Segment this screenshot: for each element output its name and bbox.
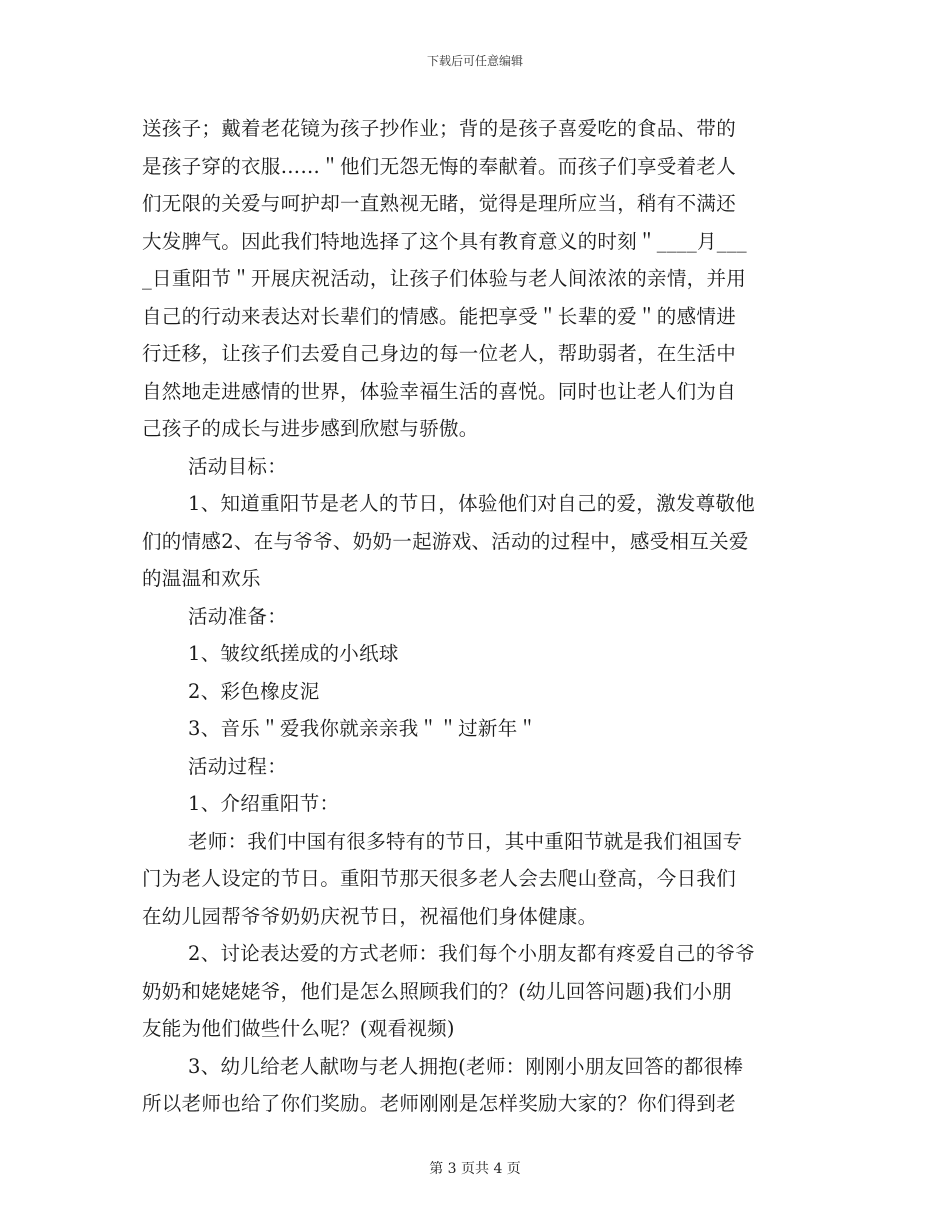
- text-line: 3、幼儿给老人献吻与老人拥抱(老师：刚刚小朋友回答的都很棒: [188, 1054, 744, 1078]
- text-line: 1、皱纹纸搓成的小纸球: [188, 642, 399, 665]
- text-line: 2、讨论表达爱的方式老师：我们每个小朋友都有疼爱自己的爷爷: [188, 942, 756, 965]
- text-line: 所以老师也给了你们奖励。老师刚刚是怎样奖励大家的？你们得到老: [142, 1092, 737, 1115]
- page-header: 下载后可任意编辑: [426, 54, 523, 68]
- text-line: 是孩子穿的衣服……＂他们无怨无悔的奉献着。而孩子们享受着老人: [142, 154, 737, 178]
- text-line: 老师：我们中国有很多特有的节日，其中重阳节就是我们祖国专: [188, 829, 743, 853]
- document-body: [142, 110, 810, 1123]
- text-line: 3、音乐＂爱我你就亲亲我＂＂过新年＂: [188, 717, 538, 740]
- text-line: 1、知道重阳节是老人的节日，体验他们对自己的爱，激发尊敬他: [188, 492, 756, 515]
- text-line: 的温温和欢乐: [142, 567, 261, 590]
- text-line: 们的情感2、在与爷爷、奶奶一起游戏、活动的过程中，感受相互关爱: [142, 529, 749, 553]
- text-line: 自然地走进感情的世界，体验幸福生活的喜悦。同时也让老人们为自: [142, 379, 737, 403]
- text-line: 友能为他们做些什么呢？(观看视频): [142, 1017, 455, 1040]
- text-line: 在幼儿园帮爷爷奶奶庆祝节日，祝福他们身体健康。: [142, 904, 598, 928]
- text-line: 2、彩色橡皮泥: [188, 679, 320, 703]
- page-footer: 第 3 页共 4 页: [429, 1161, 521, 1177]
- text-line: 奶奶和姥姥姥爷，他们是怎么照顾我们的？(幼儿回答问题)我们小朋: [142, 979, 733, 1003]
- text-line: 行迁移，让孩子们去爱自己身边的每一位老人，帮助弱者，在生活中: [142, 342, 737, 365]
- text-line: 1、介绍重阳节：: [188, 792, 340, 815]
- text-line: 活动过程：: [188, 754, 288, 778]
- text-line: 自己的行动来表达对长辈们的情感。能把享受＂长辈的爱＂的感情进: [142, 304, 737, 328]
- text-line: 们无限的关爱与呵护却一直熟视无睹，觉得是理所应当，稍有不满还: [142, 192, 737, 215]
- text-line: 大发脾气。因此我们特地选择了这个具有教育意义的时刻＂____月___: [142, 229, 747, 253]
- text-line: 活动准备：: [188, 604, 288, 628]
- text-line: 己孩子的成长与进步感到欣慰与骄傲。: [142, 417, 479, 440]
- text-line: 活动目标：: [188, 454, 288, 478]
- text-line: _日重阳节＂开展庆祝活动，让孩子们体验与老人间浓浓的亲情，并用: [142, 267, 747, 290]
- text-line: 送孩子；戴着老花镜为孩子抄作业；背的是孩子喜爱吃的食品、带的: [142, 117, 737, 140]
- text-line: 门为老人设定的节日。重阳节那天很多老人会去爬山登高，今日我们: [142, 867, 737, 890]
